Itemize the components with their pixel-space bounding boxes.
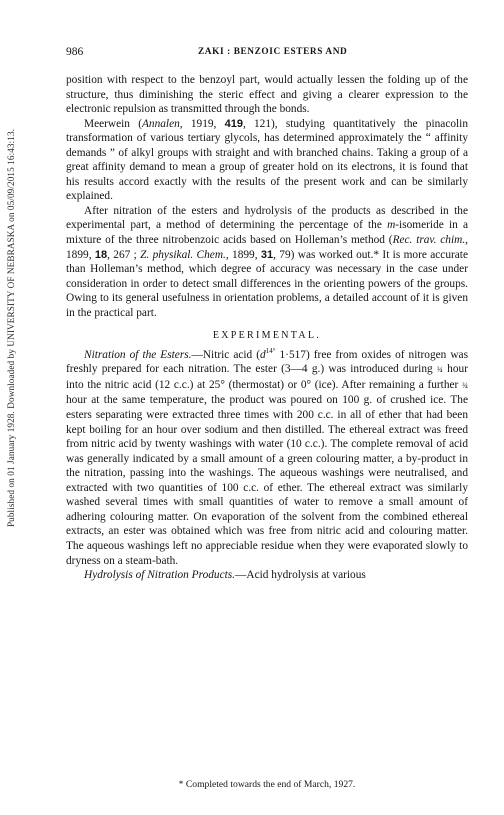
text-run: -isomeride in a mixture of the three nitrobenzoic acids based on Holleman’s method ( bbox=[66, 219, 469, 247]
journal-citation: Z. physikal. Chem. bbox=[140, 248, 226, 261]
italic-prefix: m bbox=[387, 219, 396, 232]
section-heading: EXPERIMENTAL. bbox=[212, 330, 322, 342]
text-run: —Acid hydrolysis at various bbox=[235, 569, 366, 582]
density-symbol: d bbox=[260, 348, 266, 361]
footnote: * Completed towards the end of March, 1927. bbox=[178, 779, 356, 790]
volume-number: 18 bbox=[94, 248, 108, 261]
temperature-superscript: 14° bbox=[265, 347, 276, 356]
text-run: , 79) was worked out.* It is more accurate than Holleman’s method, which degree of accuracy was necessary in the case under consideration in order to detect small differences in the orienting powers of the groups. Owing to its general usefulness in orientation problems, a detailed account of it is given in the practical part. bbox=[66, 248, 468, 319]
text-run: hour at the same temperature, the product was poured on 100 g. of crushed ice. The esters separating were extracted three times with 200 c.c. in all of ether that had been kept boiling for an hour over sodium and then distilled. The ethereal extract was freed from nitric acid by twenty washings with water (10 c.c.). The complete removal of acid was generally indicated by a small amount of a green colouring matter, a by-product in the nitration, passing into the washings. The aqueous washings were neutralised, and extracted with two quantities of 100 c.c. of ether. The ethereal extract was similarly washed several times with small quantities of water to remove a small amount of adhering colouring matter. On evaporation of the solvent from the combined ethereal extracts, an ester was obtained which was free from nitric acid and colouring matter. The aqueous washings left no appreciable residue when they were evaporated slowly to dryness on a steam-bath. bbox=[66, 394, 468, 567]
page-header bbox=[66, 46, 468, 60]
subsection-title: Nitration of the Esters. bbox=[84, 348, 192, 361]
text-run: , 1919, bbox=[179, 117, 225, 130]
download-watermark-text: Published on 01 January 1928. Downloaded by UNIVERSITY OF NEBRASKA on 05/09/2015 16:43:13. bbox=[6, 128, 17, 527]
text-run: Meerwein ( bbox=[84, 117, 142, 130]
paragraph-5 bbox=[66, 568, 468, 583]
paragraph-2 bbox=[66, 117, 468, 204]
fraction: ¾ bbox=[462, 380, 468, 390]
text-run: , 1899, bbox=[66, 234, 468, 261]
text-run: hour into the nitric acid (12 c.c.) at 25° (thermostat) or 0° (ice). After remaining a further bbox=[66, 363, 468, 391]
volume-number: 31 bbox=[260, 248, 274, 261]
text-run: 1·517) free from oxides of nitrogen was freshly prepared for each nitration. The ester (3—4 g.) was introduced during bbox=[66, 348, 468, 376]
text-run: —Nitric acid ( bbox=[191, 348, 261, 361]
paragraph-4 bbox=[66, 348, 468, 568]
body-text bbox=[66, 73, 468, 583]
journal-citation: Annalen bbox=[141, 117, 180, 130]
text-run: , 121), studying quantitatively the pinacolin transformation of various tertiary glycols, has determined approximately the “ affinity demands ” of alkyl groups with straight and with branched chains. Taking a group of a great affinity demand to mean a group of greater hold on its electrons, it is found that his results accord exactly with the results of the present work and can be similarly explained. bbox=[66, 117, 469, 203]
download-watermark bbox=[3, 55, 19, 600]
text-run: , 267 ; bbox=[107, 248, 141, 261]
running-head: ZAKI : BENZOIC ESTERS AND bbox=[198, 47, 348, 57]
journal-citation: Rec. trav. chim. bbox=[392, 234, 466, 247]
fraction: ¾ bbox=[436, 365, 443, 375]
paragraph-1: position with respect to the benzoyl part, would actually lessen the folding up of the structure, thus diminishing the steric effect and giving a clearer expression to the electronic repulsion as transmitted through the bonds. bbox=[66, 74, 468, 116]
page-number: 986 bbox=[66, 46, 84, 58]
paragraph-3 bbox=[66, 204, 468, 320]
text-run: After nitration of the esters and hydrolysis of the products as described in the experimental part, a method of determining the percentage of the bbox=[66, 204, 468, 232]
volume-number: 419 bbox=[224, 117, 243, 130]
text-run: , 1899, bbox=[225, 248, 261, 261]
subsection-title: Hydrolysis of Nitration Products. bbox=[84, 569, 236, 582]
